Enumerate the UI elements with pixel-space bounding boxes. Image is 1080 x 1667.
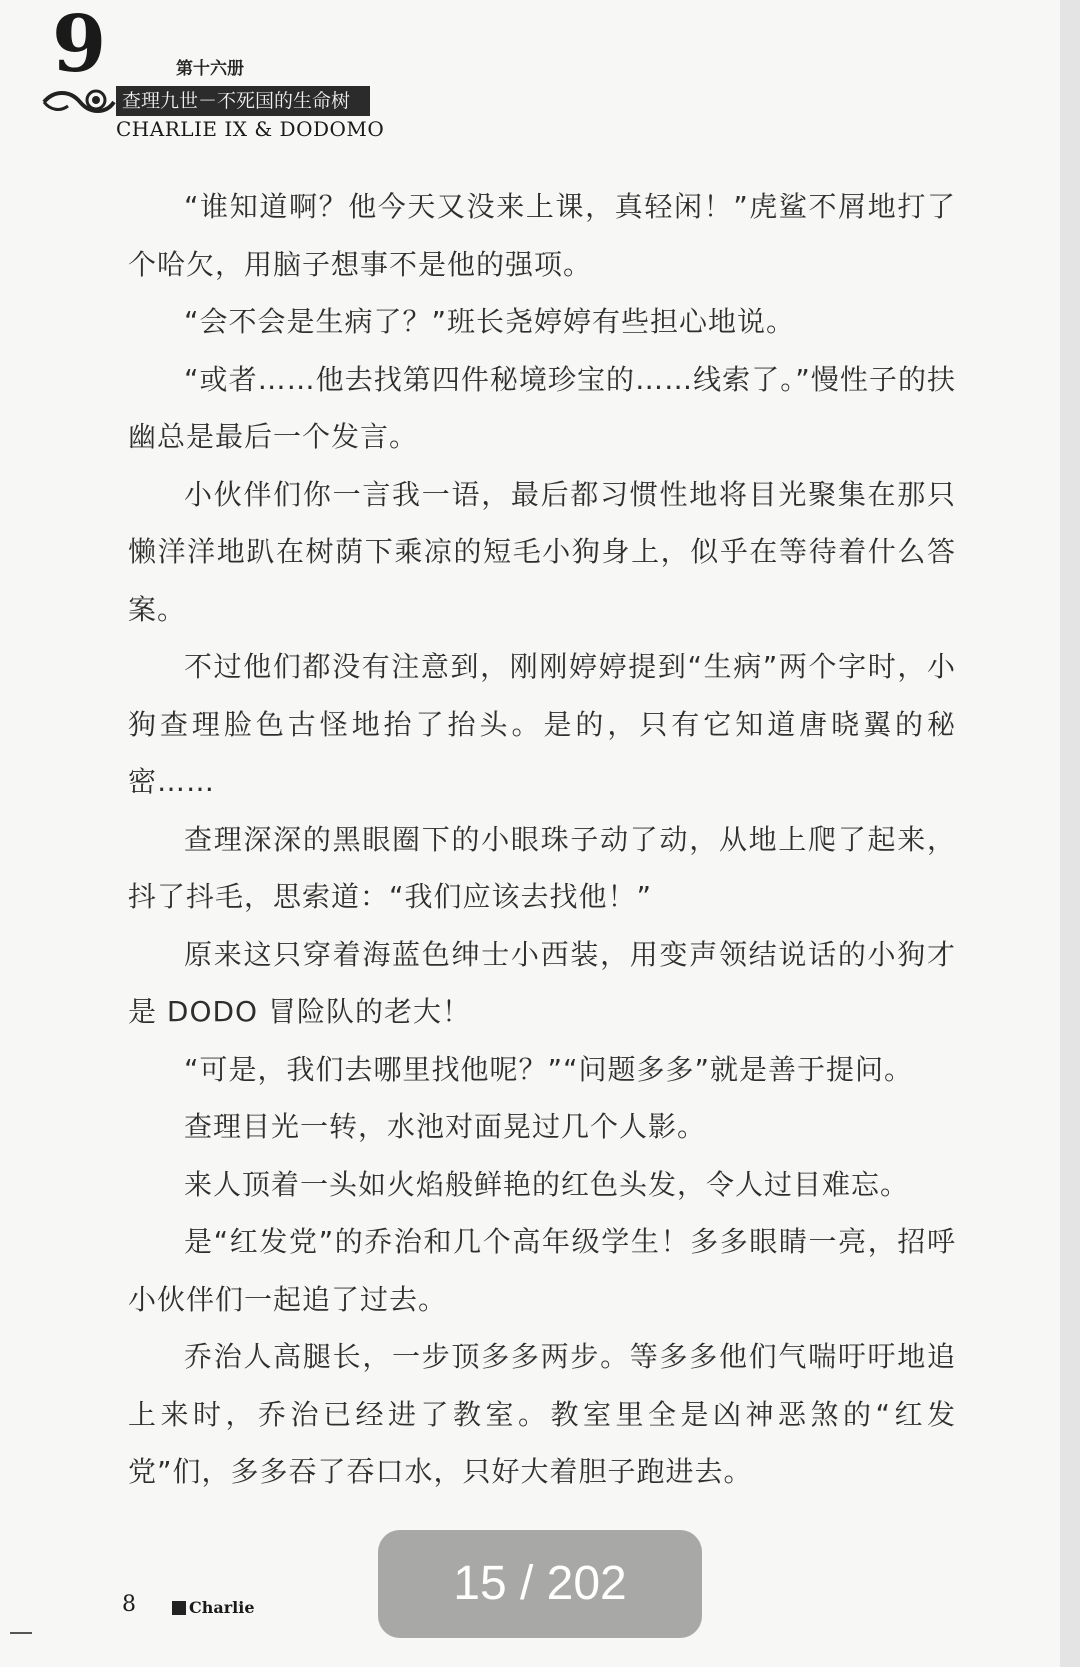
paragraph: “会不会是生病了？”班长尧婷婷有些担心地说。 xyxy=(184,305,796,338)
paragraph: “或者……他去找第四件秘境珍宝的……线索了。”慢性子的扶幽总是最后一个发言。 xyxy=(128,362,956,453)
series-name: CHARLIE IX & DODOMO xyxy=(116,117,385,141)
page-edge xyxy=(1060,0,1080,1667)
paragraph: 小伙伴们你一言我一语，最后都习惯性地将目光聚集在那只懒洋洋地趴在树荫下乘凉的短毛小狗身上，似乎在等待着什么答案。 xyxy=(128,477,956,626)
paragraph: 是“红发党”的乔治和几个高年级学生！多多眼睛一亮，招呼小伙伴们一起追了过去。 xyxy=(128,1225,956,1316)
paragraph: 来人顶着一头如火焰般鲜艳的红色头发，令人过目难忘。 xyxy=(184,1167,910,1201)
paragraph: 查理目光一转，水池对面晃过几个人影。 xyxy=(184,1110,707,1143)
paragraph: “可是，我们去哪里找他呢？”“问题多多”就是善于提问。 xyxy=(184,1052,914,1086)
body-text xyxy=(128,178,956,1501)
footer-brand xyxy=(172,1598,255,1617)
page-mark xyxy=(10,1632,32,1634)
page-number: 8 xyxy=(122,1592,136,1617)
paragraph: 查理深深的黑眼圈下的小眼珠子动了动，从地上爬了起来，抖了抖毛，思索道：“我们应该去找他！” xyxy=(128,822,956,913)
paragraph: 乔治人高腿长，一步顶多多两步。等多多他们气喘吁吁地追上来时，乔治已经进了教室。教室里全是凶神恶煞的“红发党”们，多多吞了吞口水，只好大着胆子跑进去。 xyxy=(128,1340,956,1488)
ornament-icon xyxy=(40,86,120,118)
book-title: 查理九世－不死国的生命树 xyxy=(116,86,370,116)
chapter-number: 9 xyxy=(52,0,107,90)
page-indicator[interactable]: 15 / 202 xyxy=(378,1530,702,1638)
paragraph: 不过他们都没有注意到，刚刚婷婷提到“生病”两个字时，小狗查理脸色古怪地抬了抬头。是的，只有它知道唐晓翼的秘密…… xyxy=(128,650,956,798)
book-number: 第十六册 xyxy=(176,59,244,79)
paragraph: 原来这只穿着海蓝色绅士小西装，用变声领结说话的小狗才是 DODO 冒险队的老大！ xyxy=(128,937,956,1028)
paragraph: “谁知道啊？他今天又没来上课，真轻闲！”虎鲨不屑地打了个哈欠，用脑子想事不是他的强项。 xyxy=(128,190,956,281)
footer-brand-label: Charlie xyxy=(189,1598,255,1617)
brand-logo-icon xyxy=(172,1601,186,1615)
